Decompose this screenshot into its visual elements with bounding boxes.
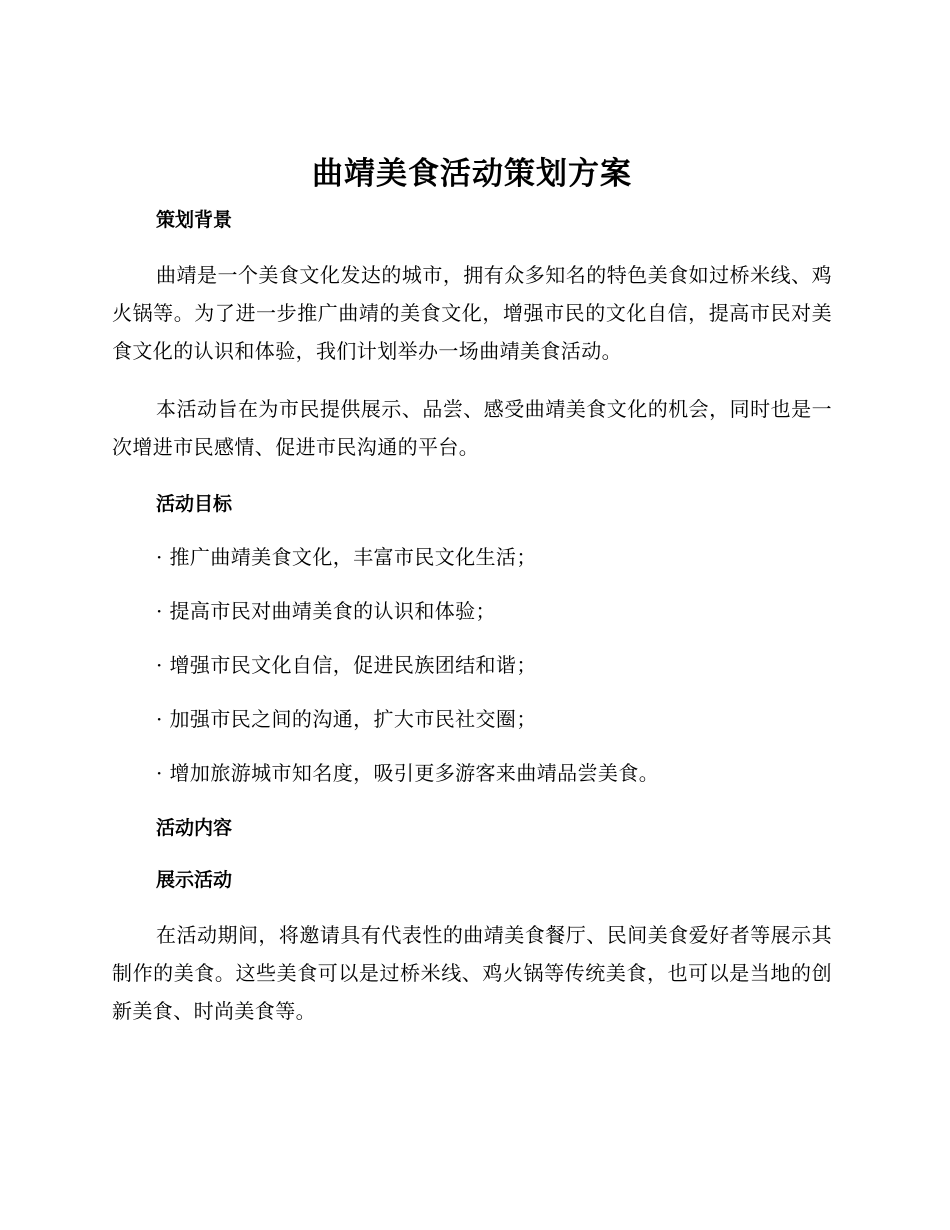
section-heading-background: 策划背景 <box>156 209 233 231</box>
goal-item-4: · 加强市民之间的沟通，扩大市民社交圈； <box>156 707 537 731</box>
document-title: 曲靖美食活动策划方案 <box>312 156 632 192</box>
goal-item-1: · 推广曲靖美食文化，丰富市民文化生活； <box>156 545 537 569</box>
display-paragraph: 在活动期间，将邀请具有代表性的曲靖美食餐厅、民间美食爱好者等展示其制作的美食。这些美食可以是过桥米线、鸡火锅等传统美食，也可以是当地的创新美食、时尚美食等。 <box>112 923 832 1023</box>
section-heading-content: 活动内容 <box>156 817 233 839</box>
document-body <box>112 148 832 1030</box>
goal-item-2: · 提高市民对曲靖美食的认识和体验； <box>156 599 496 623</box>
subsection-heading-display: 展示活动 <box>156 869 233 891</box>
section-heading-goals: 活动目标 <box>156 493 233 515</box>
goal-item-5: · 增加旅游城市知名度，吸引更多游客来曲靖品尝美食。 <box>156 761 660 785</box>
background-paragraph-1: 曲靖是一个美食文化发达的城市，拥有众多知名的特色美食如过桥米线、鸡火锅等。为了进一步推广曲靖的美食文化，增强市民的文化自信，提高市民对美食文化的认识和体验，我们计划举办一场曲靖美食活动。 <box>112 263 832 363</box>
background-paragraph-2: 本活动旨在为市民提供展示、品尝、感受曲靖美食文化的机会，同时也是一次增进市民感情、促进市民沟通的平台。 <box>112 397 832 459</box>
goal-item-3: · 增强市民文化自信，促进民族团结和谐； <box>156 653 537 677</box>
